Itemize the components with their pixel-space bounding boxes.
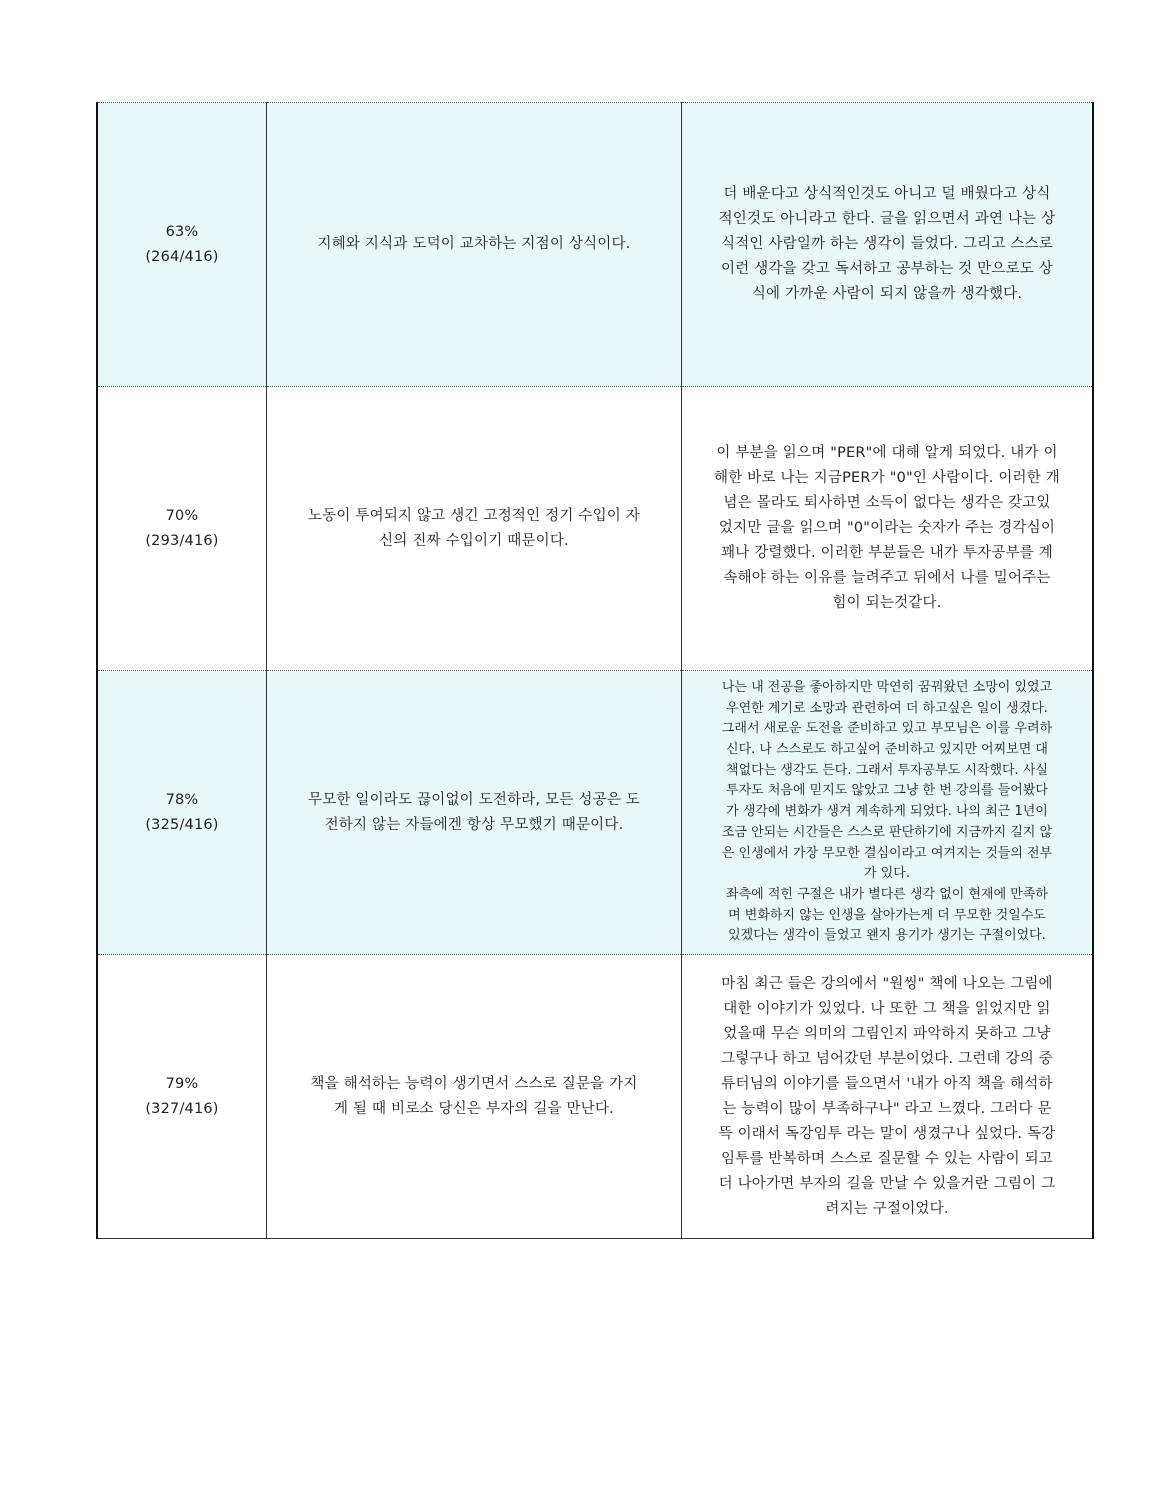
note-line: 식에 가까운 사람이 되지 않을까 생각했다. <box>751 286 1023 302</box>
quote-cell <box>267 671 682 955</box>
progress-cell <box>97 955 267 1239</box>
quote-line: 책을 해석하는 능력이 생기면서 스스로 질문을 가지 <box>310 1075 638 1092</box>
table-row <box>97 671 1093 955</box>
note-line: 튜터님의 이야기를 들으면서 '내가 아직 책을 해석하 <box>721 1075 1053 1092</box>
note-line: 었을때 무슨 의미의 그림인지 파악하지 못하고 그냥 <box>723 1025 1051 1042</box>
quote-cell <box>267 955 682 1239</box>
note-line: 그래서 새로운 도전을 준비하고 있고 부모님은 이를 우려하 <box>721 721 1053 737</box>
note-line: 그렇구나 하고 넘어갔던 부분이었다. 그런데 강의 중 <box>720 1050 1053 1067</box>
quote-line: 신의 진짜 수입이기 때문이다. <box>379 532 569 549</box>
progress-cell <box>97 671 267 955</box>
note-cell <box>682 955 1094 1239</box>
progress-cell <box>97 387 267 671</box>
note-line: 더 나아가면 부자의 길을 만날 수 있을거란 그림이 그 <box>718 1175 1056 1192</box>
progress-percent: 78% <box>165 791 199 808</box>
progress-percent: 79% <box>165 1075 199 1092</box>
note-line: 는 능력이 많이 부족하구나" 라고 느꼈다. 그러다 문 <box>722 1100 1052 1117</box>
progress-fraction: (327/416) <box>145 1100 219 1117</box>
note-line: 적인것도 아니라고 한다. 글을 읽으면서 과연 나는 상 <box>718 211 1056 227</box>
note-line: 나는 내 전공을 좋아하지만 막연히 꿈꿔왔던 소망이 있었고 <box>721 679 1053 695</box>
note-cell <box>682 103 1094 387</box>
note-line: 투자도 처음에 믿지도 않았고 그냥 한 번 강의를 들어봤다 <box>726 783 1048 799</box>
progress-percent: 63% <box>165 223 199 240</box>
note-line: 식적인 사람일까 하는 생각이 들었다. 그리고 스스로 <box>720 236 1053 252</box>
note-line: 책없다는 생각도 든다. 그래서 투자공부도 시작했다. 사실 <box>726 762 1048 778</box>
table-row <box>97 387 1093 671</box>
note-cell <box>682 671 1094 955</box>
note-line: 이런 생각을 갖고 독서하고 공부하는 것 만으로도 상 <box>720 261 1053 277</box>
progress-cell <box>97 103 267 387</box>
quote-line: 전하지 않는 자들에겐 항상 무모했기 때문이다. <box>324 816 624 833</box>
quote-cell <box>267 387 682 671</box>
note-line: 며 변화하지 않는 인생을 살아가는게 더 무모한 것일수도 <box>728 907 1046 923</box>
table-row <box>97 955 1093 1239</box>
quote-line: 노동이 투여되지 않고 생긴 고정적인 정기 수입이 자 <box>307 507 640 524</box>
quote-line: 무모한 일이라도 끊이없이 도전하라, 모든 성공은 도 <box>307 791 640 808</box>
reading-notes-table <box>96 102 1094 1239</box>
note-cell <box>682 387 1094 671</box>
note-line: 려지는 구절이었다. <box>825 1200 949 1217</box>
note-line: 대한 이야기가 있었다. 나 또한 그 책을 읽었지만 읽 <box>723 1000 1051 1017</box>
note-line: 었지만 글을 읽으며 "0"이라는 숫자가 주는 경각심이 <box>718 520 1056 536</box>
quote-cell <box>267 103 682 387</box>
note-line: 념은 몰라도 퇴사하면 소득이 없다는 생각은 갖고있 <box>723 495 1051 511</box>
note-line: 신다. 나 스스로도 하고싶어 준비하고 있지만 어찌보면 대 <box>726 742 1048 758</box>
note-line: 더 배운다고 상식적인것도 아니고 덜 배웠다고 상식 <box>723 186 1051 202</box>
progress-percent: 70% <box>165 507 199 524</box>
note-line: 좌측에 적힌 구절은 내가 별다른 생각 없이 현재에 만족하 <box>726 886 1048 902</box>
note-line: 속해야 하는 이유를 늘려주고 뒤에서 나를 밀어주는 <box>723 570 1051 586</box>
progress-fraction: (325/416) <box>145 816 219 833</box>
note-line: 조금 안되는 시간들은 스스로 판단하기에 지금까지 길지 않 <box>721 824 1053 840</box>
note-line: 이 부분을 읽으며 "PER"에 대해 알게 되었다. 내가 이 <box>716 445 1058 461</box>
quote-line: 게 될 때 비로소 당신은 부자의 길을 만난다. <box>334 1100 614 1117</box>
note-line: 꽤나 강렬했다. 이러한 부분들은 내가 투자공부를 계 <box>720 545 1053 561</box>
table-row <box>97 103 1093 387</box>
note-line: 마침 최근 들은 강의에서 "원씽" 책에 나오는 그림에 <box>721 975 1053 992</box>
note-line: 가 생각에 변화가 생겨 계속하게 되었다. 나의 최근 1년이 <box>726 804 1048 820</box>
note-line: 있겠다는 생각이 들었고 왠지 용기가 생기는 구절이었다. <box>728 928 1046 944</box>
note-line: 해한 바로 나는 지금PER가 "0"인 사람이다. 이러한 개 <box>714 470 1060 486</box>
note-line: 우연한 계기로 소망과 관련하여 더 하고싶은 일이 생겼다. <box>726 700 1048 716</box>
progress-fraction: (293/416) <box>145 532 219 549</box>
note-line: 힘이 되는것같다. <box>832 595 942 611</box>
quote-line: 지혜와 지식과 도덕이 교차하는 지점이 상식이다. <box>317 236 631 252</box>
note-line: 뜩 이래서 독강임투 라는 말이 생겼구나 싶었다. 독강 <box>718 1125 1056 1142</box>
note-line: 가 있다. <box>864 866 910 882</box>
note-line: 은 인생에서 가장 무모한 결심이라고 여겨지는 것들의 전부 <box>721 845 1053 861</box>
progress-fraction: (264/416) <box>145 248 219 265</box>
note-line: 임투를 반복하며 스스로 질문할 수 있는 사람이 되고 <box>720 1150 1053 1167</box>
